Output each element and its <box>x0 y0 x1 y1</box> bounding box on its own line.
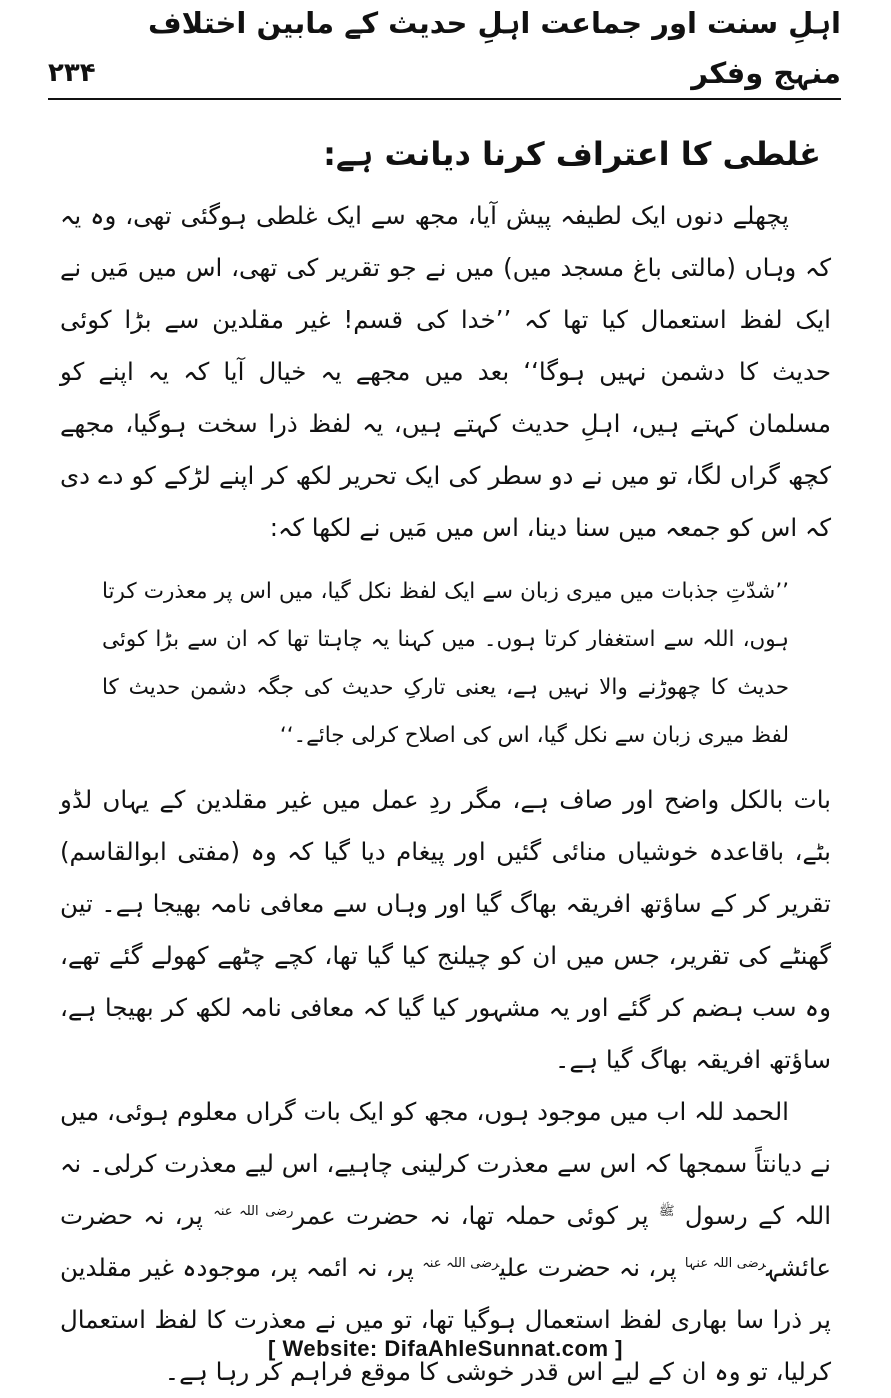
honorific-umar: رضی اللہ عنہ <box>213 1203 294 1219</box>
paragraph-3-text-d: پر، نہ حضرت علی <box>499 1253 677 1282</box>
header-divider <box>48 98 841 100</box>
paragraph-1: پچھلے دنوں ایک لطیفہ پیش آیا، مجھ سے ایک غلطی ہوگئی تھی، وہ یہ کہ وہاں (مالتی باغ مسجد میں) میں نے جو تقریر کی تھی، اس میں مَیں نے ایک لفظ استعمال کیا تھا کہ ’’خدا کی قسم! غیر مقلدین سے بڑا کوئی حدیث کا دشمن نہیں ہوگا‘‘ بعد میں مجھے یہ خیال آیا کہ یہ اپنے کو مسلمان کہتے ہیں، اہلِ حدیث کہتے ہیں، یہ لفظ ذرا سخت ہوگیا، مجھے کچھ گراں لگا، تو میں نے دو سطر کی ایک تحریر لکھ کر اپنے لڑکے کو دے دی کہ اس کو جمعہ میں سنا دینا، اس میں مَیں نے لکھا کہ: <box>60 201 831 542</box>
running-title: اہلِ سنت اور جماعت اہلِ حدیث کے مابین اختلاف منہج وفکر <box>147 6 841 90</box>
paragraph-2: بات بالکل واضح اور صاف ہے، مگر ردِ عمل میں غیر مقلدین کے یہاں لڈو بٹے، باقاعدہ خوشیاں منائی گئیں اور پیغام دیا گیا کہ وہ (مفتی ابوالقاسم) تقریر کر کے ساؤتھ افریقہ بھاگ گیا اور وہاں سے معافی نامہ بھیجا ہے۔ تین گھنٹے کی تقریر، جس میں ان کو چیلنج کیا گیا تھا، کچے چٹھے کھولے گئے تھے، وہ سب ہضم کر گئے اور یہ مشہور کیا گیا کہ معافی نامہ لکھ کر بھیجا ہے، ساؤتھ افریقہ بھاگ گیا ہے۔ <box>60 785 831 1074</box>
paragraph-3-text-c: پر، نہ حضرت عائشہ <box>60 1201 831 1282</box>
page-header <box>48 6 841 98</box>
honorific-rasool: ﷺ <box>658 1203 675 1219</box>
website-footer: [ Website: DifaAhleSunnat.com ] <box>268 1336 623 1361</box>
page-number: ۲۳۴ <box>48 58 96 88</box>
honorific-ali: رضی اللہ عنہ <box>422 1255 500 1271</box>
section-heading: غلطی کا اعتراف کرنا دیانت ہے: <box>323 135 821 173</box>
block-quote: ’’شدّتِ جذبات میں میری زبان سے ایک لفظ نکل گیا، میں اس پر معذرت کرتا ہوں، اللہ سے استغفار کرتا ہوں۔ میں کہنا یہ چاہتا تھا کہ ان سے بڑا کوئی حدیث کا چھوڑنے والا نہیں ہے، یعنی تارکِ حدیث کی جگہ دشمن حدیث کا لفظ میری زبان سے نکل گیا، اس کی اصلاح کرلی جائے۔‘‘ <box>102 579 789 748</box>
paragraph-3-text-b: پر کوئی حملہ تھا، نہ حضرت عمر <box>293 1201 649 1230</box>
honorific-aisha: رضی اللہ عنہا <box>684 1255 766 1271</box>
paragraph-3-text-a: الحمد للہ اب میں موجود ہوں، مجھ کو ایک بات گراں معلوم ہوئی، میں نے دیانتاً سمجھا کہ اس سے معذرت کرلینی چاہیے، اس لیے معذرت کرلی۔ نہ اللہ کے رسول <box>60 1097 832 1230</box>
paragraph-3-text-e: پر، نہ ائمہ پر، موجودہ غیر مقلدین پر ذرا سا بھاری لفظ استعمال ہوگیا تھا، تو میں نے معذرت کا لفظ استعمال کرلیا، تو وہ ان کے لیے اس قدر خوشی کا موقع فراہم کر رہا ہے۔ <box>60 1253 831 1386</box>
